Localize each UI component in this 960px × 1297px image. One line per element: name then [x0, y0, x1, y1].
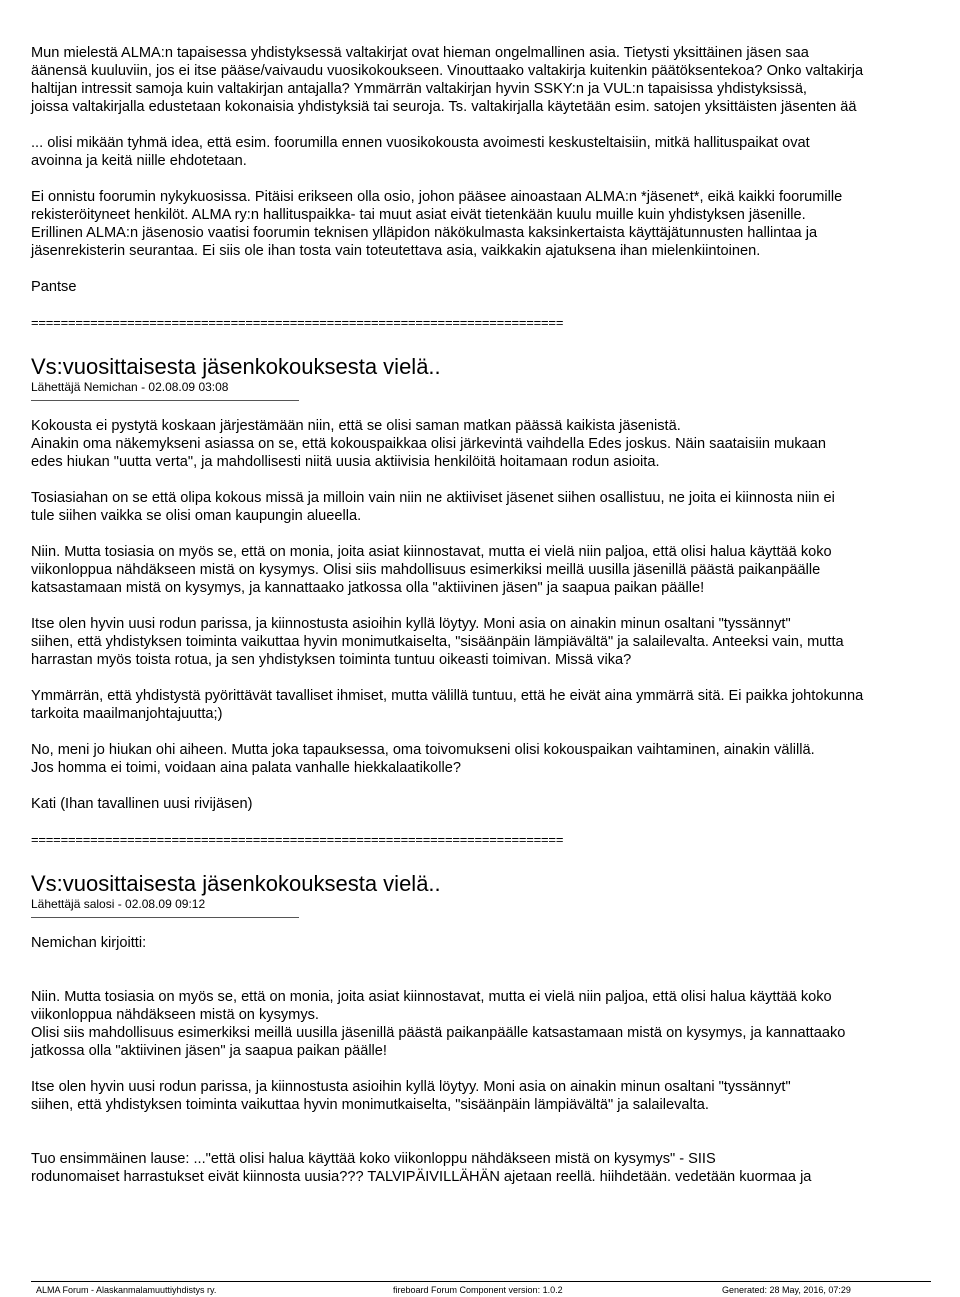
text-line: katsastamaan mistä on kysymys, ja kannattaako jatkossa olla "aktiivinen jäsen" ja saapua paikan päälle! — [31, 580, 705, 596]
post-meta: Lähettäjä salosi - 02.08.09 09:12 — [31, 897, 206, 911]
separator: ======================================================================== — [31, 315, 564, 330]
text-line: jäsenrekisterin seurantaa. Ei siis ole ihan tosta vain toteutettava asia, vaikkakin ajatuksena ihan mielenkiintoinen. — [31, 243, 761, 259]
text-line: Niin. Mutta tosiasia on myös se, että on monia, joita asiat kiinnostavat, mutta ei vielä niin paljoa, että olisi halua käyttää koko — [31, 544, 832, 560]
intro-paragraph-1 — [31, 44, 960, 116]
text-line: Niin. Mutta tosiasia on myös se, että on monia, joita asiat kiinnostavat, mutta ei vielä niin paljoa, että olisi halua käyttää koko — [31, 989, 832, 1005]
text-line: Ei onnistu foorumin nykykuosissa. Pitäisi erikseen olla osio, johon pääsee ainoastaan ALMA:n *jäsenet*, eikä kaikki foorumille — [31, 189, 843, 205]
text-line: rekisteröityneet henkilöt. ALMA ry:n hallituspaikka- tai muut asiat eivät tietenkään kuulu muille kuin yhdistyksen jäsenille. — [31, 207, 806, 223]
page-footer — [0, 1284, 960, 1297]
text-line: No, meni jo hiukan ohi aiheen. Mutta joka tapauksessa, oma toivomukseni olisi kokouspaikan vaihtaminen, ainakin välillä. — [31, 742, 815, 758]
post-paragraph — [31, 489, 960, 525]
reply-paragraph — [31, 1150, 960, 1186]
text-line: Jos homma ei toimi, voidaan aina palata vanhalle hiekkalaatikolle? — [31, 760, 461, 776]
text-line: ... olisi mikään tyhmä idea, että esim. foorumilla ennen vuosikokousta avoimesti keskusteltaisiin, mitkä hallituspaikat ovat — [31, 135, 810, 151]
text-line: siihen, että yhdistyksen toiminta vaikuttaa hyvin monimutkaiselta, "sisäänpäin lämpiävältä" ja salailevalta. Anteeksi vain, mutta — [31, 634, 844, 650]
post-meta: Lähettäjä Nemichan - 02.08.09 03:08 — [31, 380, 229, 394]
text-line: Kokousta ei pystytä koskaan järjestämään niin, että se olisi saman matkan päässä kaikista jäsenistä. — [31, 418, 681, 434]
quote-paragraph — [31, 1078, 960, 1114]
text-line: Ymmärrän, että yhdistystä pyörittävät tavalliset ihmiset, mutta välillä tuntuu, että he eivät aina ymmärrä sitä. Ei paikka johtokunna — [31, 688, 864, 704]
quote-header: Nemichan kirjoitti: — [31, 935, 147, 951]
post-signature — [31, 795, 960, 813]
signature: Pantse — [31, 279, 77, 295]
post-paragraph — [31, 543, 960, 597]
post-paragraph — [31, 417, 960, 471]
text-line: Tuo ensimmäinen lause: ..."että olisi halua käyttää koko viikonloppu nähdäkseen mistä on kysymys" - SIIS — [31, 1151, 716, 1167]
text-line: edes hiukan "uutta verta", ja mahdollisesti niitä uusia aktiivisia henkilöitä hoitamaan rodun asioita. — [31, 454, 660, 470]
text-line: Kati (Ihan tavallinen uusi rivijäsen) — [31, 796, 253, 812]
text-line: Mun mielestä ALMA:n tapaisessa yhdistyksessä valtakirjat ovat hieman ongelmallinen asia. Tietysti yksittäinen jäsen saa — [31, 45, 809, 61]
text-line: tule siihen vaikka se olisi oman kaupungin alueella. — [31, 508, 362, 524]
text-line: äänensä kuuluviin, jos ei itse pääse/vaivaudu vuosikokoukseen. Vinouttaako valtakirja kuitenkin päätöksentekoa? Onko valtakirja — [31, 63, 864, 79]
text-line: Erillinen ALMA:n jäsenosio vaatisi foorumin teknisen ylläpidon näkökulmasta kaksinkertaista käyttäjätunnusten hallintaa ja — [31, 225, 818, 241]
footer-component-version: fireboard Forum Component version: 1.0.2 — [393, 1285, 563, 1295]
intro-paragraph-2 — [31, 134, 960, 170]
footer-generated-date: Generated: 28 May, 2016, 07:29 — [722, 1285, 851, 1295]
text-line: harrastan myös toista rotua, ja sen yhdistyksen toiminta tuntuu oikeasti toimivan. Missä vika? — [31, 652, 632, 668]
intro-paragraph-3 — [31, 188, 960, 260]
meta-divider — [31, 917, 299, 918]
footer-divider — [31, 1281, 931, 1282]
text-line: Tosiasiahan on se että olipa kokous missä ja milloin vain niin ne aktiiviset jäsenet siihen osallistuu, ne joita ei kiinnosta niin ei — [31, 490, 835, 506]
text-line: viikonloppua nähdäkseen mistä on kysymys. — [31, 1007, 319, 1023]
text-line: jatkossa olla "aktiivinen jäsen" ja saapua paikan päälle! — [31, 1043, 387, 1059]
text-line: rodunomaiset harrastukset eivät kiinnosta uusia??? TALVIPÄIVILLÄHÄN ajetaan reellä. hiihdetään. vedetään kuormaa ja — [31, 1169, 812, 1185]
text-line: haltijan intressit samoja kuin valtakirjan antajalla? Ymmärrän valtakirjan hyvin SSKY:n ja VUL:n tapaisissa yhdistyksissä, — [31, 81, 807, 97]
post-paragraph — [31, 615, 960, 669]
post — [31, 354, 960, 867]
document-page — [31, 44, 960, 1186]
quote-paragraph — [31, 988, 960, 1060]
meta-divider — [31, 400, 299, 401]
text-line: viikonloppua nähdäkseen mistä on kysymys. Olisi siis mahdollisuus esimerkiksi meillä uusilla jäsenillä päästä paikanpäälle — [31, 562, 821, 578]
separator: ======================================================================== — [31, 832, 564, 847]
post-paragraph — [31, 687, 960, 723]
text-line: Itse olen hyvin uusi rodun parissa, ja kiinnostusta asioihin kyllä löytyy. Moni asia on ainakin minun osaltani "tyssännyt" — [31, 616, 791, 632]
text-line: Olisi siis mahdollisuus esimerkiksi meillä uusilla jäsenillä päästä paikanpäälle katsastamaan mistä on kysymys, ja kannattaako — [31, 1025, 846, 1041]
post-paragraph — [31, 741, 960, 777]
text-line: tarkoita maailmanjohtajuutta;) — [31, 706, 223, 722]
footer-site-name: ALMA Forum - Alaskanmalamuuttiyhdistys ry. — [36, 1285, 217, 1295]
text-line: Ainakin oma näkemykseni asiassa on se, että kokouspaikkaa olisi järkevintä vaihdella Edes joskus. Näin saataisiin mukaan — [31, 436, 826, 452]
text-line: Itse olen hyvin uusi rodun parissa, ja kiinnostusta asioihin kyllä löytyy. Moni asia on ainakin minun osaltani "tyssännyt" — [31, 1079, 791, 1095]
text-line: siihen, että yhdistyksen toiminta vaikuttaa hyvin monimutkaiselta, "sisäänpäin lämpiävältä" ja salailevalta. — [31, 1097, 709, 1113]
post — [31, 871, 960, 1186]
post-title: Vs:vuosittaisesta jäsenkokouksesta vielä.. — [31, 354, 441, 379]
text-line: avoinna ja keitä niille ehdotetaan. — [31, 153, 247, 169]
text-line: joissa valtakirjalla edustetaan kokonaisia yhdistyksiä tai seuroja. Ts. valtakirjalla käytetään esim. satojen yksittäisten jäsenten ää — [31, 99, 857, 115]
post-title: Vs:vuosittaisesta jäsenkokouksesta vielä.. — [31, 871, 441, 896]
